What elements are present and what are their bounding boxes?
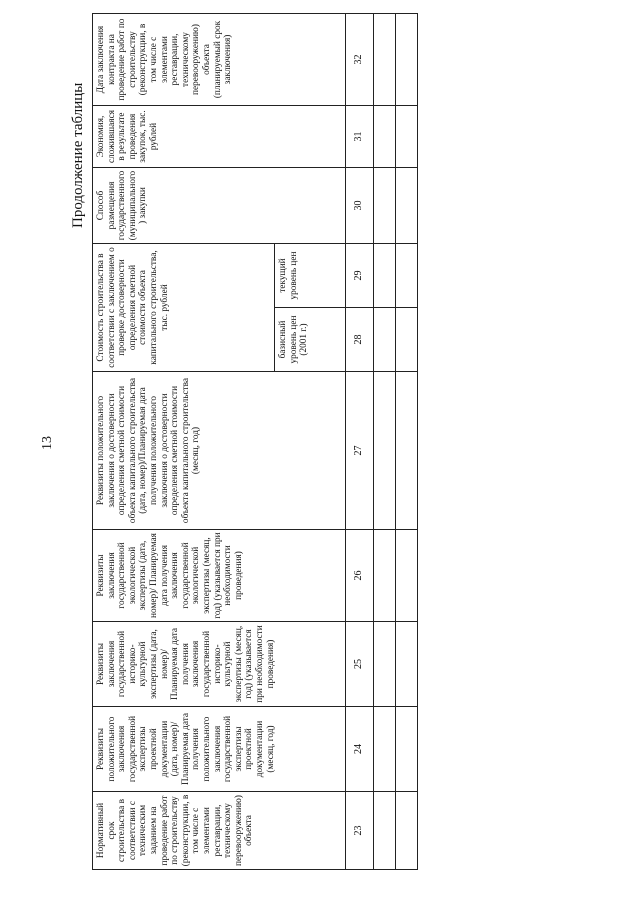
page-number: 13 [40, 436, 55, 450]
empty-cell [396, 244, 418, 308]
empty-cell [374, 792, 396, 870]
column-number: 29 [346, 244, 374, 308]
empty-cell [374, 308, 396, 372]
header-col-30: Способ размещения государственного (муниципального) закупки [93, 168, 346, 244]
column-number: 25 [346, 622, 374, 707]
empty-cell [396, 168, 418, 244]
header-col-25: Реквизиты заключения государственной историко-культурной экспертизы (дата, номер)/ Планируемая дата получения заключения государственной историко-культурной экспертизы (месяц, год) (указывается при необходимости проведения) [93, 622, 346, 707]
header-col-31: Экономия, сложившаяся в результате проведения закупок, тыс. рублей [93, 106, 346, 168]
header-col-29: текущий уровень цен [275, 244, 346, 308]
empty-cell [374, 707, 396, 792]
empty-cell [374, 168, 396, 244]
column-number: 27 [346, 372, 374, 530]
column-numbers-row [346, 14, 374, 870]
header-col-32: Дата заключения контракта на проведение работ по строительству (реконструкции, в том числе с элементами реставрации, техническому перевооружению) объекта (планируемый срок заключения) [93, 14, 346, 106]
header-col-27: Реквизиты положительного заключения о достоверности определения сметной стоимости объекта капитального строительства (дата, номер)/Планируемая дата получения положительного заключения о достоверности определения сметной стоимости объекта капитального строительства (месяц, год) [93, 372, 346, 530]
column-number: 23 [346, 792, 374, 870]
header-col-23: Нормативный срок строительства в соответствии с техническим заданием на проведение работ по строительству (реконструкции, в том числе с элементами реставрации, техническому перевооружению) объекта [93, 792, 346, 870]
empty-cell [396, 106, 418, 168]
empty-cell [396, 792, 418, 870]
empty-cell [374, 244, 396, 308]
column-number: 24 [346, 707, 374, 792]
empty-cell [374, 14, 396, 106]
header-col-24: Реквизиты положительного заключения государственной экспертизы проектной документации (дата, номер)/ Планируемая дата получения положительного заключения государственной экспертизы проектной документации (месяц, год) [93, 707, 346, 792]
empty-cell [396, 707, 418, 792]
empty-cell [396, 530, 418, 622]
header-col-26: Реквизиты заключения государственной экологической экспертизы (дата, номер)/ Планируемая дата получения заключения государственной экологической экспертизы (месяц, год) (указывается при необходимости проведения) [93, 530, 346, 622]
column-number: 31 [346, 106, 374, 168]
table-container [92, 14, 418, 870]
empty-cell [374, 372, 396, 530]
column-number: 32 [346, 14, 374, 106]
continuation-caption: Продолжение таблицы [70, 82, 86, 228]
column-number: 26 [346, 530, 374, 622]
header-col-28-29: Стоимость строительства в соответствии с заключением о проверке достоверности определения сметной стоимости объекта капитального строительства, тыс. рублей [93, 244, 275, 372]
header-col-28: базисный уровень цен (2001 г.) [275, 308, 346, 372]
empty-cell [396, 622, 418, 707]
empty-cell [374, 106, 396, 168]
data-table [92, 13, 418, 870]
empty-cell [396, 308, 418, 372]
column-number: 28 [346, 308, 374, 372]
empty-row [374, 14, 396, 870]
column-number: 30 [346, 168, 374, 244]
empty-row [396, 14, 418, 870]
empty-cell [396, 372, 418, 530]
empty-cell [396, 14, 418, 106]
empty-cell [374, 530, 396, 622]
empty-cell [374, 622, 396, 707]
